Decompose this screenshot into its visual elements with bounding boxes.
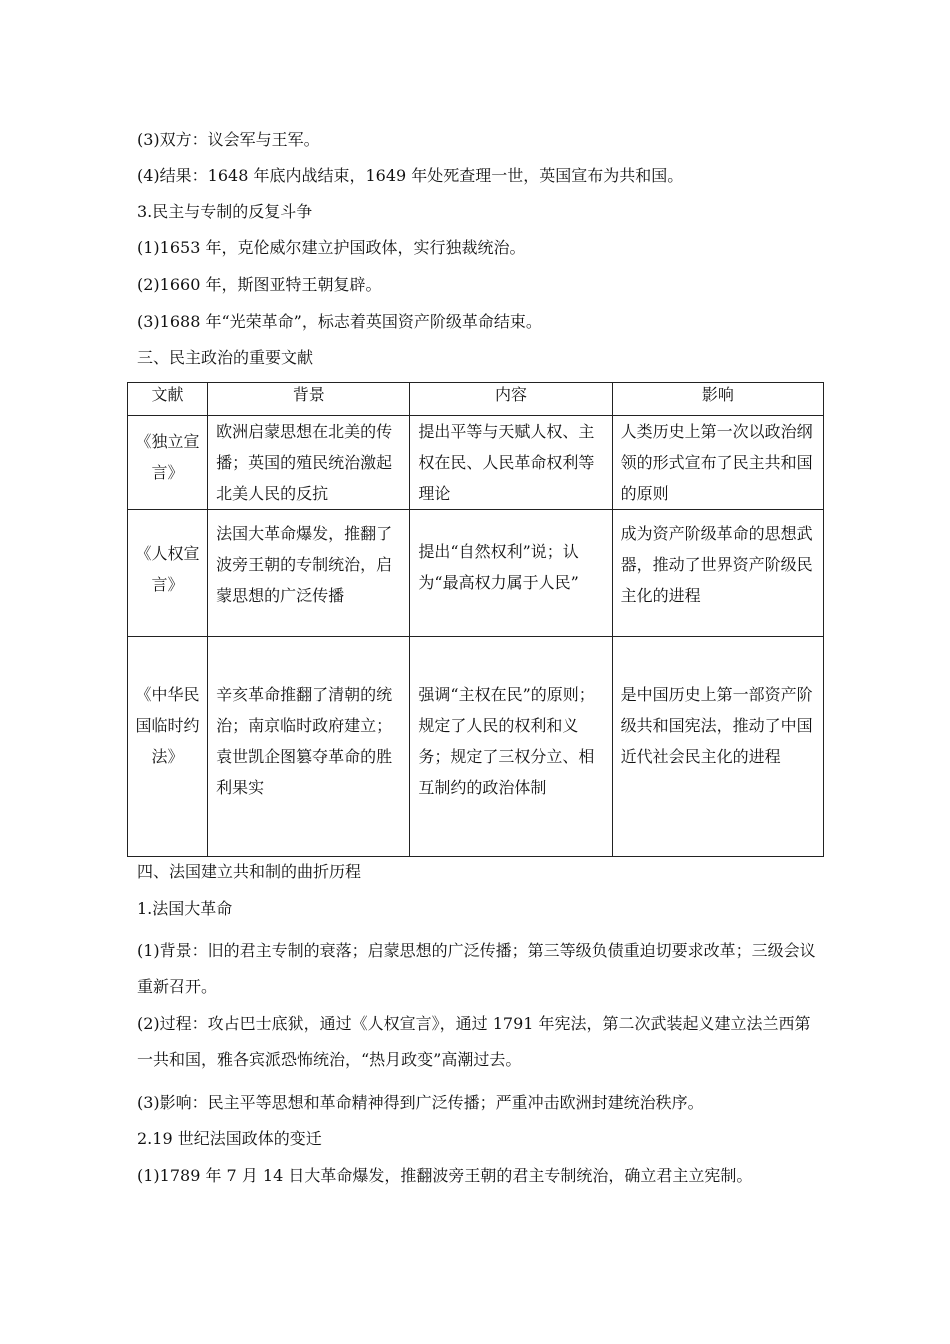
table-row — [128, 510, 824, 637]
subsection-heading: 2.19 世纪法国政体的变迁 — [137, 1129, 322, 1148]
table-cell: 成为资产阶级革命的思想武器，推动了世界资产阶级民主化的进程 — [612, 510, 823, 637]
text-line: (2)1660 年，斯图亚特王朝复辟。 — [137, 275, 382, 294]
paragraph: (1)背景：旧的君主专制的衰落；启蒙思想的广泛传播；第三等级负债重迫切要求改革；三级会议重新召开。 — [137, 941, 816, 996]
text-line: (1)1653 年，克伦威尔建立护国政体，实行独裁统治。 — [137, 238, 526, 257]
text-line: (3)双方：议会军与王军。 — [137, 130, 320, 149]
table-cell: 辛亥革命推翻了清朝的统治；南京临时政府建立；袁世凯企图篡夺革命的胜利果实 — [208, 637, 410, 857]
section-heading: 四、法国建立共和制的曲折历程 — [137, 862, 362, 881]
table-cell: 《人权宣言》 — [128, 510, 208, 637]
table-header-cell: 内容 — [410, 383, 612, 416]
table-cell: 强调“主权在民”的原则；规定了人民的权利和义务；规定了三权分立、相互制约的政治体制 — [410, 637, 612, 857]
subsection-heading: 1.法国大革命 — [137, 899, 233, 918]
table-header-cell: 背景 — [208, 383, 410, 416]
table-header-cell: 文献 — [128, 383, 208, 416]
table-cell: 《中华民国临时约法》 — [128, 637, 208, 857]
table-row — [128, 637, 824, 857]
table-cell: 法国大革命爆发，推翻了波旁王朝的专制统治，启蒙思想的广泛传播 — [208, 510, 410, 637]
paragraph: (2)过程：攻占巴士底狱，通过《人权宣言》，通过 1791 年宪法，第二次武装起义建立法兰西第一共和国，雅各宾派恐怖统治，“热月政变”高潮过去。 — [137, 1014, 811, 1069]
table-row — [128, 416, 824, 510]
table-header-cell: 影响 — [612, 383, 823, 416]
documents-table — [127, 382, 824, 857]
section-heading: 三、民主政治的重要文献 — [137, 348, 314, 367]
text-line: 3.民主与专制的反复斗争 — [137, 202, 313, 221]
paragraph: (3)影响：民主平等思想和革命精神得到广泛传播；严重冲击欧洲封建统治秩序。 — [137, 1093, 704, 1112]
table-cell: 提出“自然权利”说；认为“最高权力属于人民” — [410, 510, 612, 637]
text-line: (3)1688 年“光荣革命”，标志着英国资产阶级革命结束。 — [137, 312, 542, 331]
table-cell: 提出平等与天赋人权、主权在民、人民革命权利等理论 — [410, 416, 612, 510]
paragraph: (1)1789 年 7 月 14 日大革命爆发，推翻波旁王朝的君主专制统治，确立君主立宪制。 — [137, 1166, 753, 1185]
table-cell: 《独立宣言》 — [128, 416, 208, 510]
table-cell: 人类历史上第一次以政治纲领的形式宣布了民主共和国的原则 — [612, 416, 823, 510]
text-line: (4)结果：1648 年底内战结束，1649 年处死查理一世，英国宣布为共和国。 — [137, 166, 684, 185]
table-header-row — [128, 383, 824, 416]
table-cell: 欧洲启蒙思想在北美的传播；英国的殖民统治激起北美人民的反抗 — [208, 416, 410, 510]
table-cell: 是中国历史上第一部资产阶级共和国宪法，推动了中国近代社会民主化的进程 — [612, 637, 823, 857]
